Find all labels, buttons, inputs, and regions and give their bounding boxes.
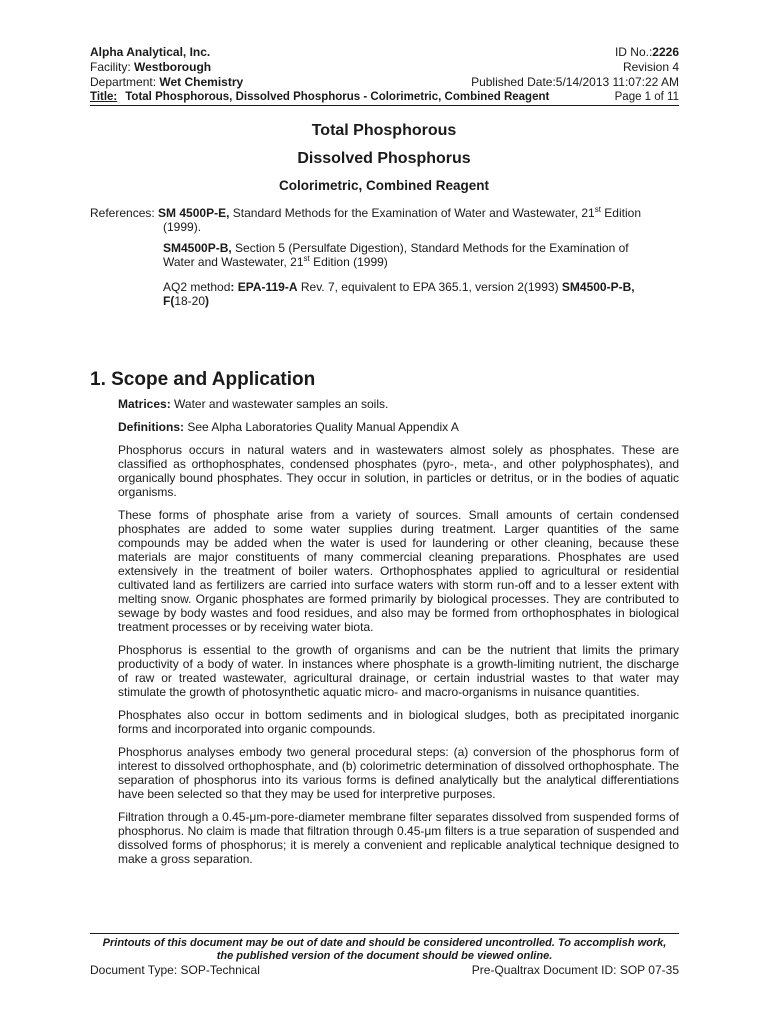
revision: Revision 4 <box>622 60 679 74</box>
reference-2: SM4500P-B, Section 5 (Persulfate Digestion), Standard Methods for the Examination of Water and Wastewater, 21st Edition (1999) <box>163 241 629 269</box>
paragraph: Phosphorus occurs in natural waters and in wastewaters almost solely as phosphates. These are classified as orthophosphates, condensed phosphates (pyro-, meta-, and other polyphosphates), and organically bound phosphates. They occur in solution, in particles or detritus, or in the bodies of aquatic organisms. <box>118 443 679 499</box>
paragraph: Filtration through a 0.45-μm-pore-diameter membrane filter separates dissolved from suspended forms of phosphorus. No claim is made that filtration through 0.45-μm filters is a true separation of suspended and dissolved forms of phosphorus; it is merely a convenient and replicable analytical technique designed to make a gross separation. <box>118 810 679 866</box>
department: Department: Wet Chemistry <box>90 75 244 89</box>
matrices: Matrices: Water and wastewater samples an soils. <box>118 397 389 411</box>
facility: Facility: Westborough <box>90 60 212 74</box>
company-name: Alpha Analytical, Inc. <box>90 45 211 59</box>
document-type: Document Type: SOP-Technical <box>90 963 260 977</box>
paragraph: Phosphorus analyses embody two general procedural steps: (a) conversion of the phosphorus form of interest to dissolved orthophosphate, and (b) colorimetric determination of dissolved orthophosphate. The separation of phosphorus into its various forms is defined analytically but the analytical differentiations have been selected so that they may be used for interpretive purposes. <box>118 745 679 801</box>
header-title: Title: Total Phosphorous, Dissolved Phosphorus - Colorimetric, Combined Reagent <box>90 91 550 103</box>
doc-title-3: Colorimetric, Combined Reagent <box>278 178 490 193</box>
reference-3: AQ2 method: EPA-119-A Rev. 7, equivalent to EPA 365.1, version 2(1993) SM4500-P-B, F(18-20) <box>163 280 635 308</box>
reference-1: References: SM 4500P-E, Standard Methods for the Examination of Water and Wastewater, 21st Edition <box>90 205 641 220</box>
section-body <box>118 397 679 875</box>
document-header <box>90 45 679 106</box>
footer-note: Printouts of this document may be out of date and should be considered uncontrolled. To accomplish work, the published version of the document should be viewed online. <box>102 937 667 962</box>
doc-title-2: Dissolved Phosphorus <box>297 150 471 167</box>
paragraph: Phosphorus is essential to the growth of organisms and can be the nutrient that limits the primary productivity of a body of water. In instances where phosphate is a growth-limiting nutrient, the discharge of raw or treated wastewater, agricultural drainage, or certain industrial wastes to that water may stimulate the growth of photosynthetic aquatic micro- and macro-organisms in nuisance quantities. <box>118 643 679 699</box>
published-date: Published Date:5/14/2013 11:07:22 AM <box>471 75 679 89</box>
paragraph: These forms of phosphate arise from a variety of sources. Small amounts of certain condensed phosphates are added to some water supplies during treatment. Larger quantities of the same compounds may be added when the water is used for laundering or other cleaning, because these materials are major constituents of many commercial cleaning preparations. Phosphates are used extensively in the treatment of boiler waters. Orthophosphates applied to agricultural or residential cultivated land as fertilizers are carried into surface waters with storm run-off and to a lesser extent with melting snow. Organic phosphates are formed primarily by biological processes. They are contributed to sewage by body wastes and food residues, and also may be formed from orthophosphates in biological treatment processes or by receiving water biota. <box>118 508 679 634</box>
reference-1-cont: (1999). <box>163 220 202 234</box>
paragraph: Phosphates also occur in bottom sediments and in biological sludges, both as precipitated inorganic forms and incorporated into organic compounds. <box>118 708 679 736</box>
page-number: Page 1 of 11 <box>614 91 679 103</box>
definitions: Definitions: See Alpha Laboratories Quality Manual Appendix A <box>118 420 459 434</box>
title-row <box>90 90 679 106</box>
section-heading: 1. Scope and Application <box>90 369 316 390</box>
doc-title-1: Total Phosphorous <box>311 122 457 139</box>
document-id: Pre-Qualtrax Document ID: SOP 07-35 <box>471 963 679 977</box>
id-number: ID No.:2226 <box>614 45 679 59</box>
document-footer <box>90 933 679 977</box>
